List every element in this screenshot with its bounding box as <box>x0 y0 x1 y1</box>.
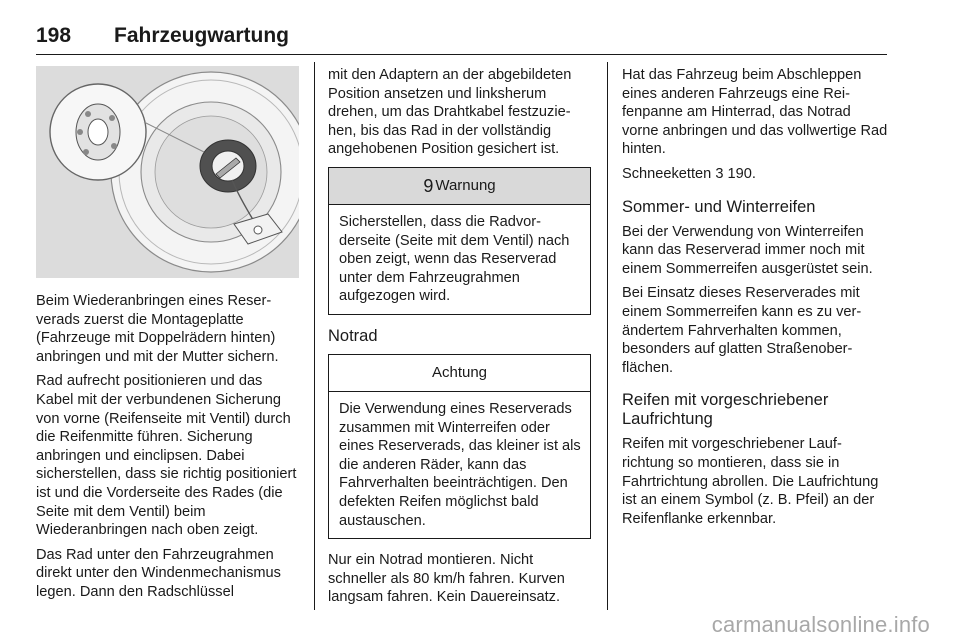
column-1 <box>36 66 299 608</box>
watermark: carmanualsonline.info <box>711 612 930 637</box>
paragraph: Beim Wiederanbringen eines Reserverads zuerst die Montageplatte (Fahrzeuge mit Doppelrädern hinten) anbringen und mit der Mutter sichern. <box>36 293 279 365</box>
paragraph: Nur ein Notrad montieren. Nicht schneller als 80 km/h fahren. Kurven langsam fahren. Kein Dauereinsatz. <box>328 552 565 606</box>
section-heading-laufrichtung: Reifen mit vorgeschriebener Laufrichtung <box>622 391 829 429</box>
warning-title: Warnung <box>435 176 496 194</box>
warning-box <box>328 167 591 315</box>
page-number: 198 <box>36 24 72 47</box>
caution-header <box>329 355 590 392</box>
caution-box <box>328 354 591 539</box>
section-heading-notrad: Notrad <box>328 326 378 345</box>
reference-arrow-icon: 3 <box>715 165 724 182</box>
column-2 <box>328 66 591 613</box>
spare-wheel-drawing <box>36 66 299 278</box>
paragraph: Bei Einsatz dieses Reserverades mit einem Sommerreifen kann es zu verändertem Fahrverhalten kommen, besonders auf glatten Straßenoberflächen. <box>622 285 862 376</box>
paragraph: Bei der Verwendung von Winterreifen kann das Reserverad immer noch mit einem Sommerreifen ausgerüstet sein. <box>622 223 873 277</box>
reference-page: 190. <box>727 165 756 182</box>
warning-icon: 9 <box>423 175 434 196</box>
paragraph: Hat das Fahrzeug beim Abschleppen eines anderen Fahrzeugs eine Reifenpanne am Hinterrad, das Notrad vorne anbringen und das vollwertige Rad hinten. <box>622 67 888 158</box>
page-header <box>36 24 887 55</box>
column-divider <box>314 62 315 610</box>
caution-text: Die Verwendung eines Reserverads zusammen mit Winterreifen oder eines Reserverads, das kleiner ist als die anderen Räder, kann das Fahrverhalten beeinträchtigen. Den defekten Reifen möglichst bald austauschen. <box>339 400 581 529</box>
column-divider <box>607 62 608 610</box>
paragraph: Das Rad unter den Fahrzeugrahmen direkt unter den Windenmechanismus legen. Dann den Radschlüssel <box>36 546 281 600</box>
column-3 <box>622 66 888 534</box>
paragraph: Reifen mit vorgeschriebener Laufrichtung so montieren, dass sie in Fahrtrichtung abrollen. Die Laufrichtung ist an einem Symbol (z. B. Pfeil) an der Reifenflanke erkennbar. <box>622 436 879 527</box>
paragraph: Rad aufrecht positionieren und das Kabel mit der verbundenen Sicherung von vorne (Reifenseite mit Ventil) durch die Reifenmitte führen. Sicherung anbringen und einclipsen. Dabei sicherstellen, dass sie richtig positioniert ist und die Vorderseite des Rades (die Seite mit dem Ventil) beim Wiederanbringen nach oben zeigt. <box>36 373 297 539</box>
reference-label: Schneeketten <box>622 165 712 182</box>
warning-header <box>329 168 590 205</box>
section-heading-sommer-winter: Sommer- und Winterreifen <box>622 197 816 216</box>
paragraph: mit den Adaptern an der abgebildeten Position ansetzen und linksherum drehen, um das Drahtkabel festzuziehen, bis das Rad in der vollständig angehobenen Position gesichert ist. <box>328 67 572 158</box>
spare-wheel-illustration <box>36 66 299 278</box>
caution-title: Achtung <box>431 363 488 381</box>
warning-text: Sicherstellen, dass die Radvorderseite (Seite mit dem Ventil) nach oben zeigt, wenn das Reserverad unter dem Fahrzeugrahmen aufgezogen wird. <box>339 213 570 305</box>
cross-reference <box>622 165 888 184</box>
chapter-title: Fahrzeugwartung <box>114 24 290 47</box>
